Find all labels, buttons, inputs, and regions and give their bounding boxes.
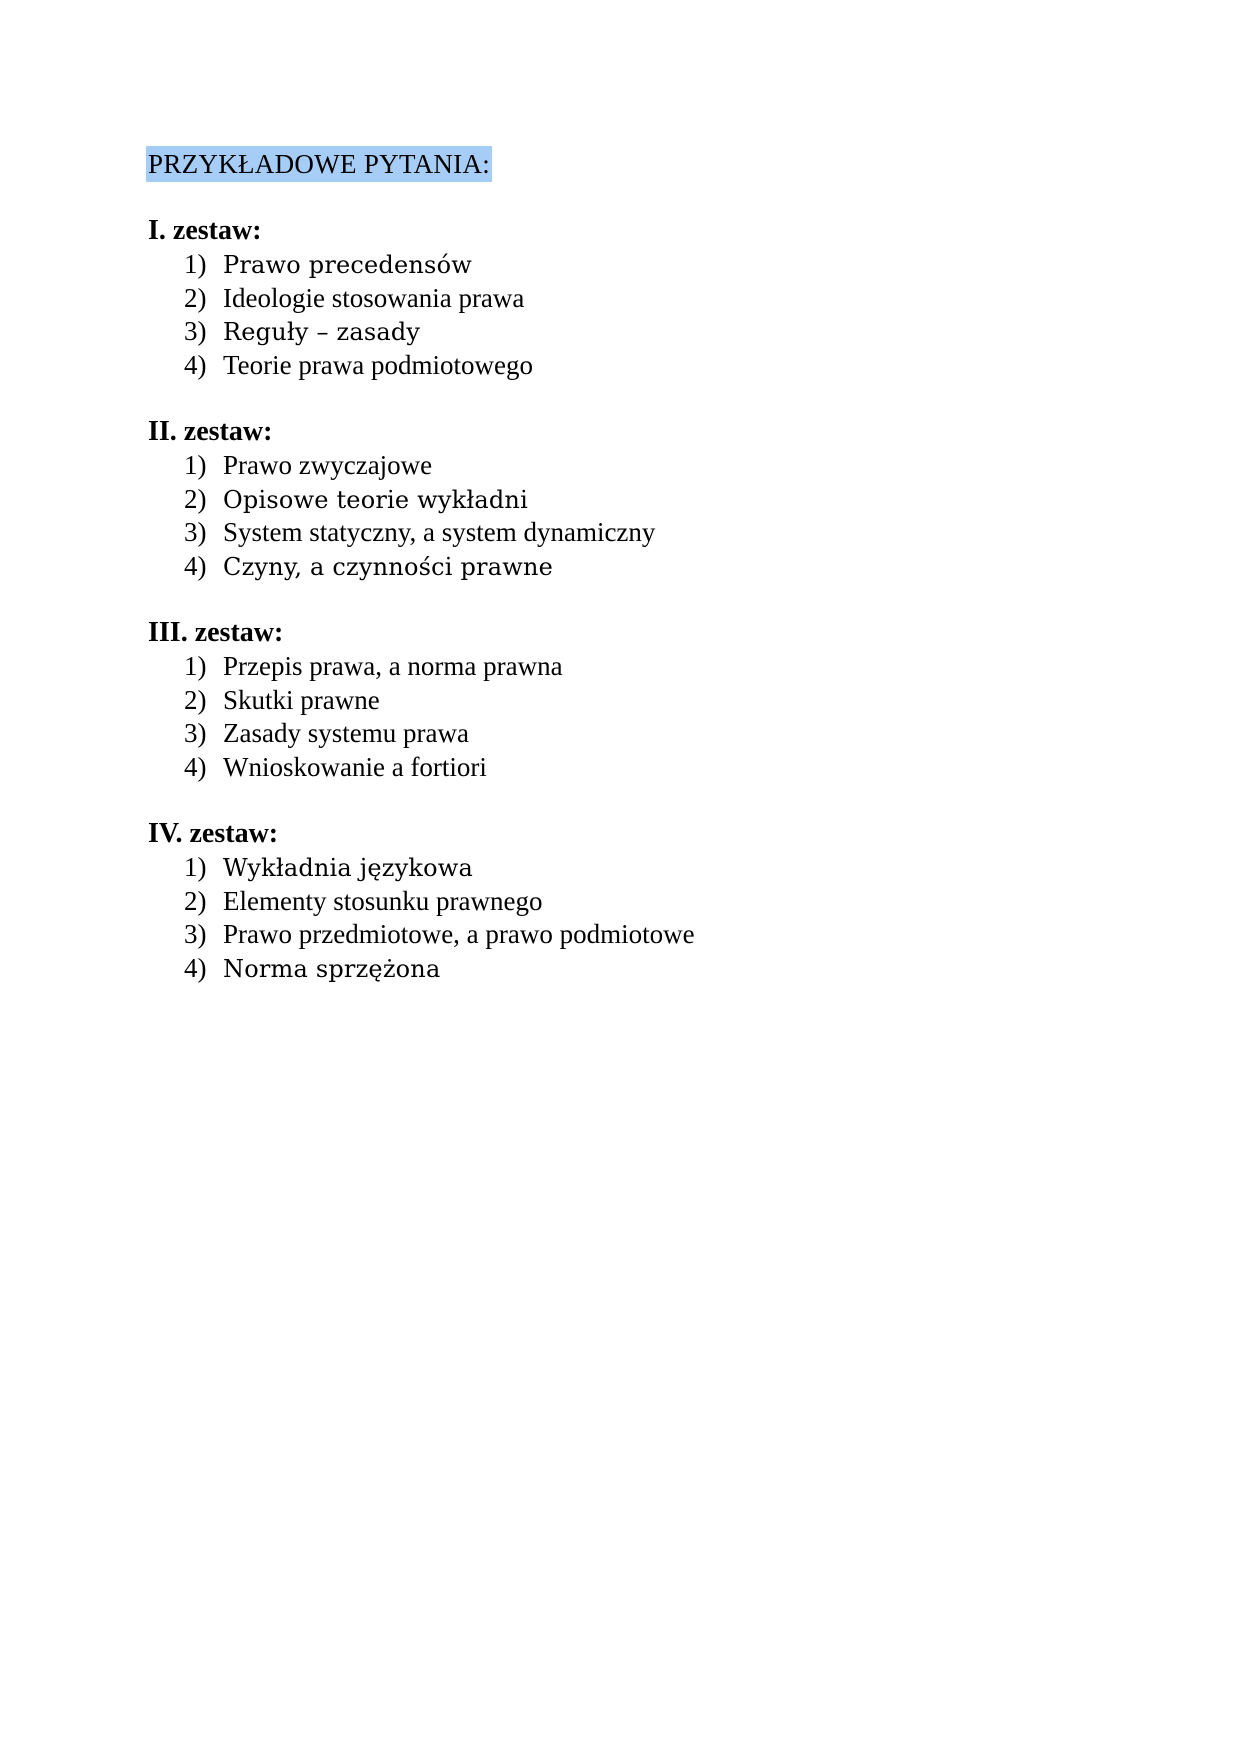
section-heading: II. zestaw: bbox=[148, 416, 273, 447]
list-item bbox=[148, 684, 1048, 718]
list-item bbox=[148, 717, 1048, 751]
item-number: 1) bbox=[184, 450, 207, 480]
list-item bbox=[148, 516, 1048, 550]
item-number: 2) bbox=[184, 684, 207, 715]
item-number: 3) bbox=[184, 919, 207, 949]
list-item bbox=[148, 885, 1048, 919]
item-number: 4) bbox=[184, 952, 207, 983]
question-list bbox=[148, 851, 1048, 985]
list-item bbox=[148, 449, 1048, 483]
item-text: Teorie prawa podmiotowego bbox=[223, 349, 534, 380]
item-text: Ideologie stosowania prawa bbox=[223, 282, 525, 313]
item-number: 3) bbox=[184, 316, 207, 346]
list-item bbox=[148, 952, 1048, 986]
section-zestaw-1 bbox=[148, 214, 1048, 382]
item-text: Przepis prawa, a norma prawna bbox=[223, 651, 563, 681]
item-text: Wykładnia językowa bbox=[223, 854, 474, 882]
section-heading: IV. zestaw: bbox=[148, 818, 279, 849]
item-number: 3) bbox=[184, 718, 207, 748]
item-text: Wnioskowanie a fortiori bbox=[223, 751, 487, 782]
list-item bbox=[148, 483, 1048, 517]
section-zestaw-4 bbox=[148, 817, 1048, 985]
question-list bbox=[148, 248, 1048, 382]
section-heading: I. zestaw: bbox=[148, 215, 262, 246]
list-item bbox=[148, 315, 1048, 349]
item-text: Skutki prawne bbox=[223, 684, 380, 715]
list-item bbox=[148, 248, 1048, 282]
item-text: System statyczny, a system dynamiczny bbox=[223, 517, 656, 547]
document-title: PRZYKŁADOWE PYTANIA: bbox=[146, 146, 492, 182]
question-list bbox=[148, 449, 1048, 583]
item-text: Norma sprzężona bbox=[223, 954, 441, 983]
list-item bbox=[148, 751, 1048, 785]
list-item bbox=[148, 851, 1048, 885]
item-number: 4) bbox=[184, 349, 207, 380]
item-text: Prawo zwyczajowe bbox=[223, 450, 433, 480]
question-list bbox=[148, 650, 1048, 784]
item-number: 2) bbox=[184, 885, 207, 916]
list-item bbox=[148, 918, 1048, 952]
section-zestaw-2 bbox=[148, 415, 1048, 583]
item-text: Zasady systemu prawa bbox=[223, 718, 469, 748]
document-content bbox=[148, 146, 1048, 985]
list-item bbox=[148, 282, 1048, 316]
item-text: Czyny, a czynności prawne bbox=[223, 552, 554, 581]
list-item bbox=[148, 349, 1048, 383]
section-heading: III. zestaw: bbox=[148, 617, 284, 648]
item-text: Reguły – zasady bbox=[223, 318, 421, 346]
item-number: 1) bbox=[184, 249, 207, 279]
list-item bbox=[148, 550, 1048, 584]
item-number: 2) bbox=[184, 483, 207, 514]
item-text: Prawo przedmiotowe, a prawo podmiotowe bbox=[223, 919, 695, 949]
list-item bbox=[148, 650, 1048, 684]
item-number: 2) bbox=[184, 282, 207, 313]
item-number: 1) bbox=[184, 651, 207, 681]
item-number: 3) bbox=[184, 517, 207, 547]
section-zestaw-3 bbox=[148, 616, 1048, 784]
item-number: 4) bbox=[184, 550, 207, 581]
item-text: Opisowe teorie wykładni bbox=[223, 485, 528, 514]
item-number: 4) bbox=[184, 751, 207, 782]
item-text: Prawo precedensów bbox=[223, 251, 472, 279]
item-text: Elementy stosunku prawnego bbox=[223, 885, 543, 916]
item-number: 1) bbox=[184, 852, 207, 882]
